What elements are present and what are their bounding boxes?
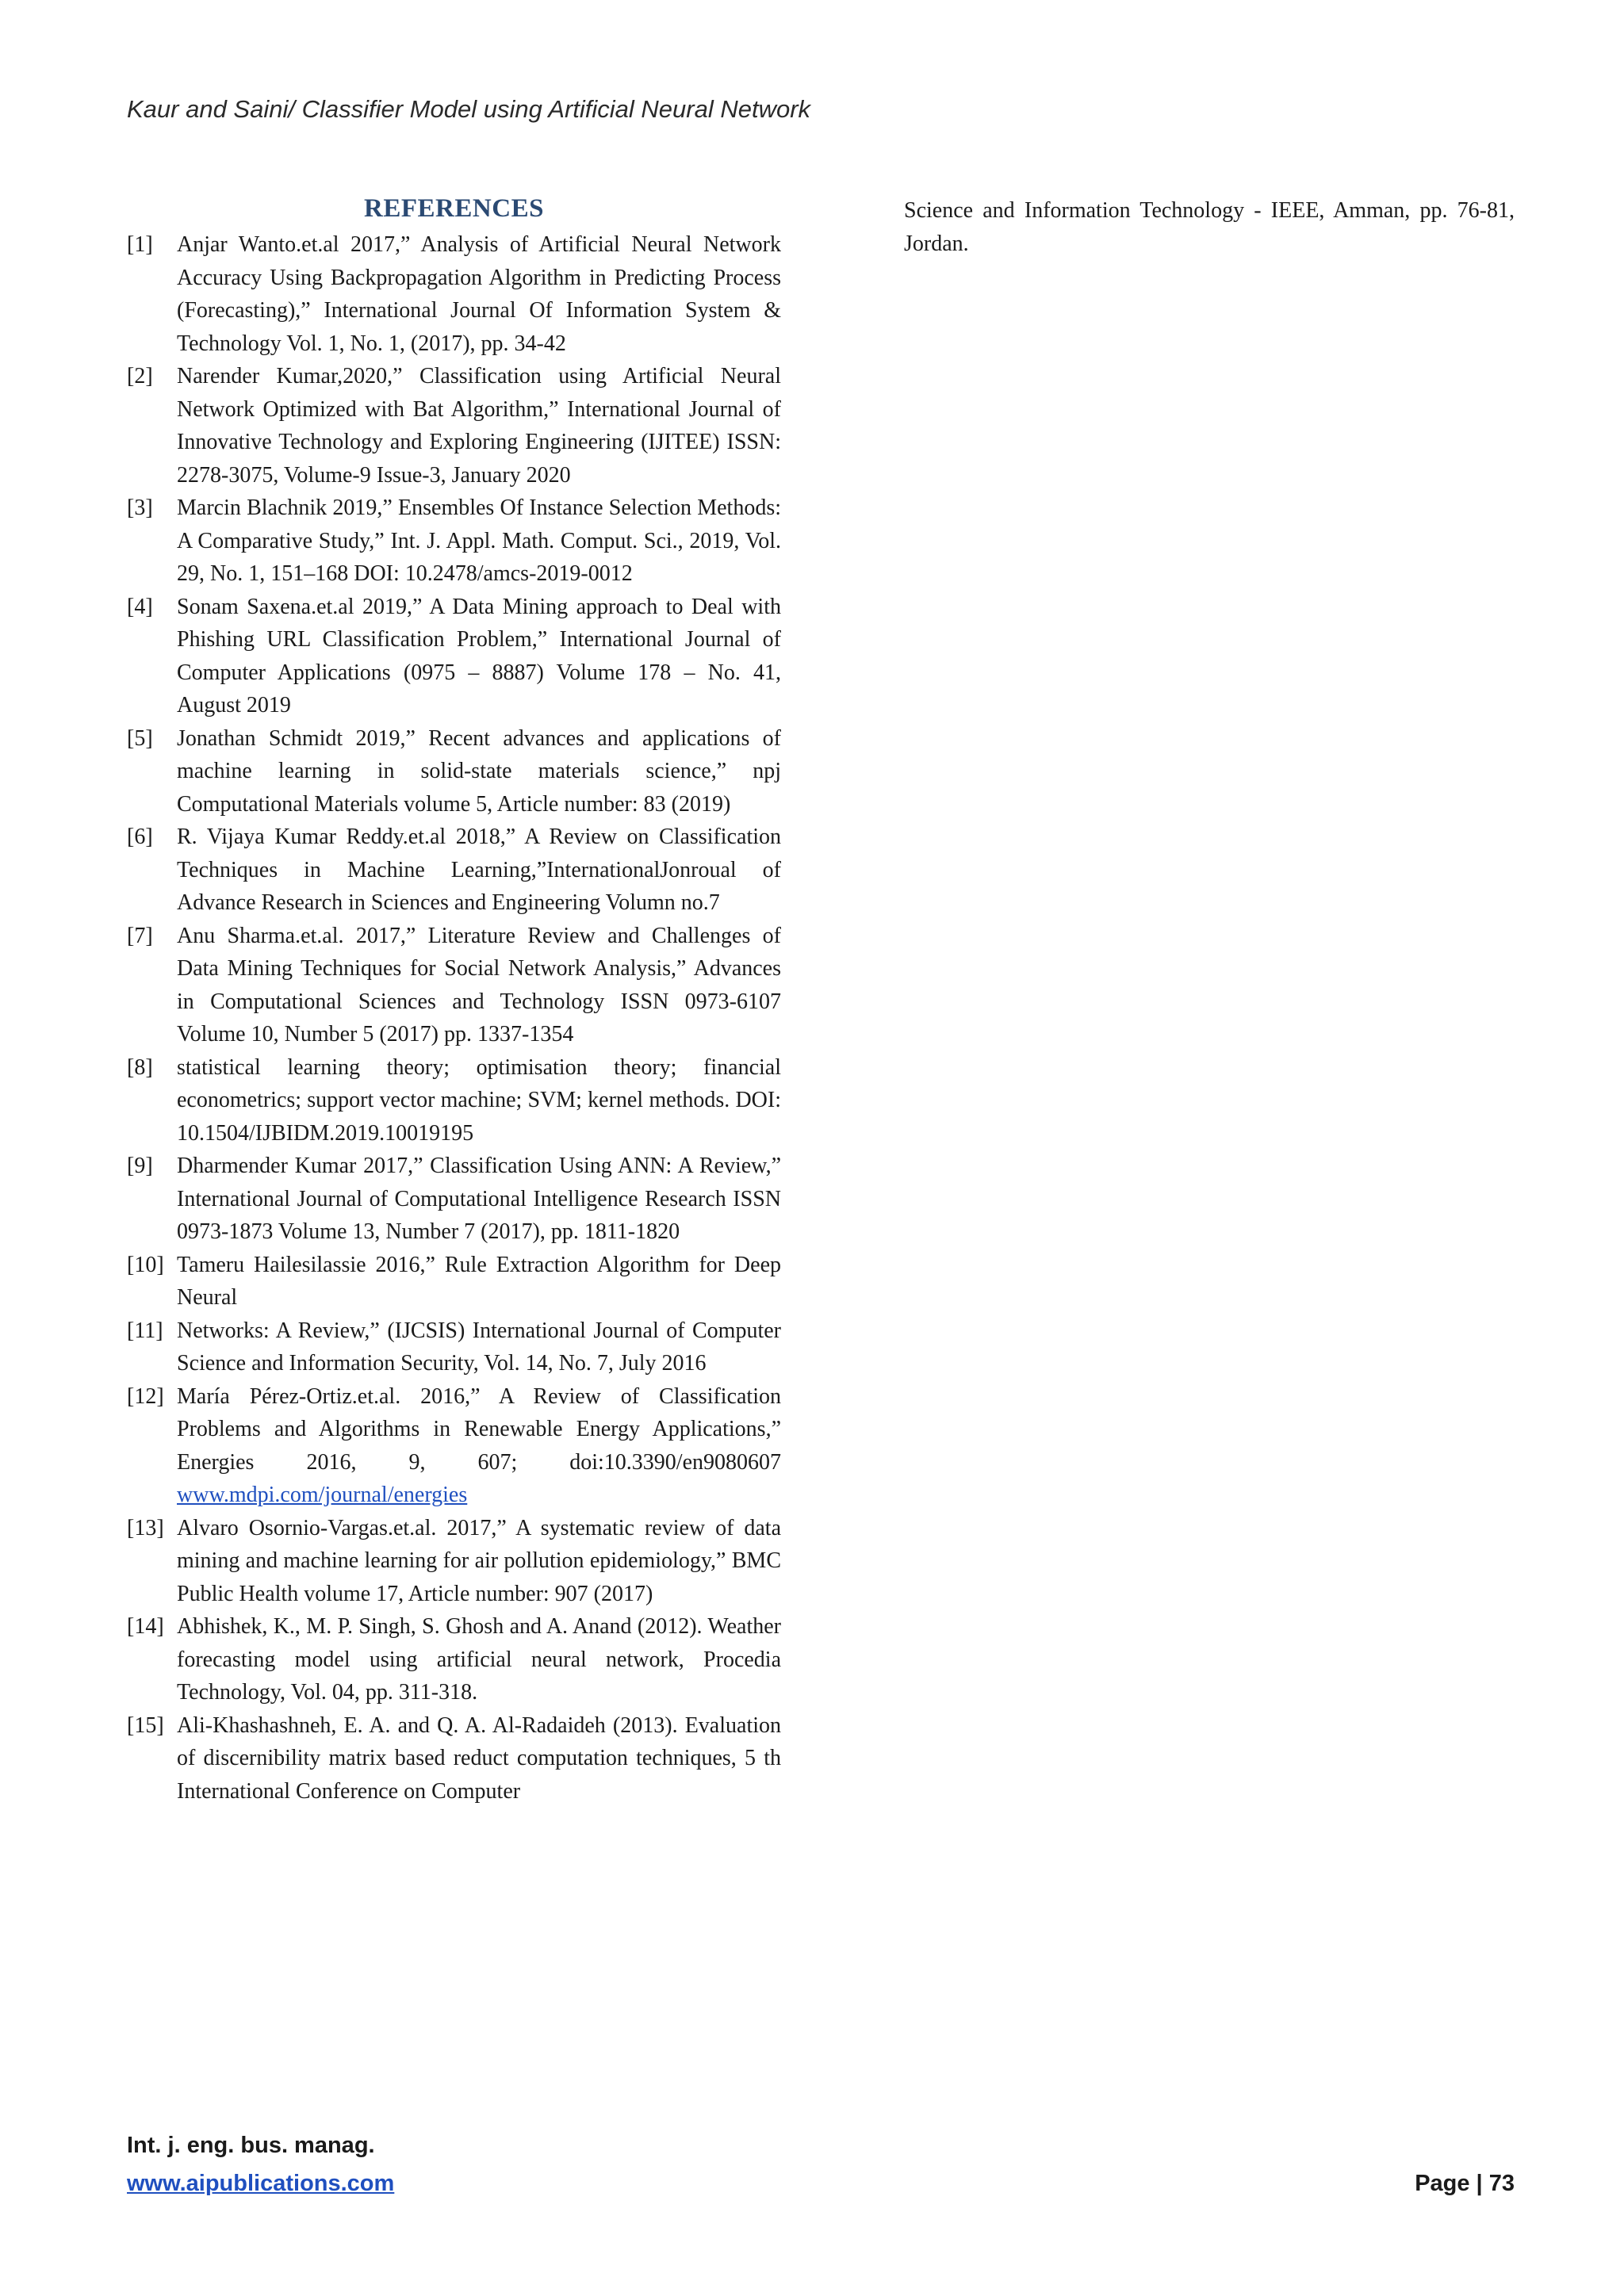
reference-item [127, 1610, 781, 1709]
reference-number: [13] [127, 1515, 164, 1540]
reference-item [127, 591, 781, 722]
reference-item [127, 722, 781, 821]
reference-text [177, 1610, 781, 1709]
reference-text [177, 1380, 781, 1512]
reference-text [177, 228, 781, 360]
reference-item [127, 1709, 781, 1808]
reference-number: [8] [127, 1054, 153, 1080]
reference-text [177, 1150, 781, 1249]
reference-number: [10] [127, 1252, 164, 1277]
references-column-left [127, 194, 781, 1808]
page-number: Page | 73 [1415, 2171, 1515, 2196]
reference-item [127, 920, 781, 1051]
reference-text [177, 1709, 781, 1808]
reference-body: Jonathan Schmidt 2019,” Recent advances and applications of machine learning in solid-state materials science,” npj Computational Materials volume 5, Article number: 83 (2019) [177, 725, 781, 817]
reference-text [177, 591, 781, 722]
reference-text [177, 920, 781, 1051]
reference-body: Alvaro Osornio-Vargas.et.al. 2017,” A systematic review of data mining and machine learning for air pollution epidemiology,” BMC Public Health volume 17, Article number: 907 (2017) [177, 1515, 781, 1606]
reference-item [127, 1249, 781, 1314]
reference-text [177, 1512, 781, 1611]
reference-text [177, 1314, 781, 1380]
reference-item [127, 228, 781, 360]
reference-number: [2] [127, 364, 153, 388]
reference-number: [11] [127, 1318, 163, 1343]
reference-number: [5] [127, 725, 153, 751]
reference-item [127, 360, 781, 492]
reference-text [177, 821, 781, 920]
reference-text [177, 360, 781, 492]
reference-item [127, 1512, 781, 1611]
references-heading: REFERENCES [364, 194, 544, 223]
reference-number: [4] [127, 594, 153, 619]
reference-continuation: Science and Information Technology - IEEE, Amman, pp. 76-81, Jordan. [904, 198, 1515, 256]
reference-body: Sonam Saxena.et.al 2019,” A Data Mining approach to Deal with Phishing URL Classification Problem,” International Journal of Computer Applications (0975 – 8887) Volume 178 – No. 41, August 2019 [177, 594, 781, 718]
reference-body: R. Vijaya Kumar Reddy.et.al 2018,” A Review on Classification Techniques in Machine Learning,”InternationalJonroual of Advance Research in Sciences and Engineering Volumn no.7 [177, 825, 781, 915]
reference-link[interactable]: www.mdpi.com/journal/energies [177, 1483, 468, 1507]
reference-number: [9] [127, 1154, 153, 1178]
reference-body: Anu Sharma.et.al. 2017,” Literature Review and Challenges of Data Mining Techniques for Social Network Analysis,” Advances in Computational Sciences and Technology ISSN 0973-6107 Volume 10, Number 5 (2017) pp. 1337-1354 [177, 923, 781, 1047]
reference-list [127, 228, 781, 1808]
reference-item [127, 1380, 781, 1512]
reference-text [177, 1249, 781, 1314]
reference-body: Tameru Hailesilassie 2016,” Rule Extraction Algorithm for Deep Neural [177, 1252, 781, 1310]
reference-item [127, 492, 781, 591]
reference-number: [15] [127, 1712, 164, 1738]
reference-body: Abhishek, K., M. P. Singh, S. Ghosh and A. Anand (2012). Weather forecasting model using artificial neural network, Procedia Technology, Vol. 04, pp. 311-318. [177, 1614, 781, 1705]
running-title: Kaur and Saini/ Classifier Model using Artificial Neural Network [127, 95, 811, 123]
reference-number: [7] [127, 923, 153, 948]
reference-text [177, 1051, 781, 1150]
reference-body: Ali-Khashashneh, E. A. and Q. A. Al-Radaideh (2013). Evaluation of discernibility matrix based reduct computation techniques, 5 th International Conference on Computer [177, 1712, 781, 1804]
reference-text [177, 722, 781, 821]
reference-body: Narender Kumar,2020,” Classification using Artificial Neural Network Optimized with Bat Algorithm,” International Journal of Innovative Technology and Exploring Engineering (IJITEE) ISSN: 2278-3075, Volume-9 Issue-3, January 2020 [177, 364, 781, 488]
reference-number: [3] [127, 496, 153, 520]
reference-body: Marcin Blachnik 2019,” Ensembles Of Instance Selection Methods: A Comparative Study,” Int. J. Appl. Math. Comput. Sci., 2019, Vol. 29, No. 1, 151–168 DOI: 10.2478/amcs-2019-0012 [177, 496, 781, 586]
reference-number: [1] [127, 232, 153, 257]
reference-item [127, 1314, 781, 1380]
reference-body: statistical learning theory; optimisation theory; financial econometrics; support vector machine; SVM; kernel methods. DOI: 10.1504/IJBIDM.2019.10019195 [177, 1054, 781, 1146]
reference-body: María Pérez-Ortiz.et.al. 2016,” A Review of Classification Problems and Algorithms in Renewable Energy Applications,” Energies 2016, 9, 607; doi:10.3390/en9080607 [177, 1383, 781, 1475]
reference-item [127, 1051, 781, 1150]
footer-journal-name: Int. j. eng. bus. manag. [127, 2133, 375, 2158]
reference-number: [12] [127, 1383, 164, 1409]
reference-body: Networks: A Review,” (IJCSIS) International Journal of Computer Science and Information Security, Vol. 14, No. 7, July 2016 [177, 1318, 781, 1376]
reference-number: [14] [127, 1614, 164, 1639]
reference-body: Dharmender Kumar 2017,” Classification Using ANN: A Review,” International Journal of Computational Intelligence Research ISSN 0973-1873 Volume 13, Number 7 (2017), pp. 1811-1820 [177, 1154, 781, 1244]
reference-text [177, 492, 781, 591]
reference-number: [6] [127, 825, 153, 849]
reference-item [127, 821, 781, 920]
reference-body: Anjar Wanto.et.al 2017,” Analysis of Artificial Neural Network Accuracy Using Backpropagation Algorithm in Predicting Process (Forecasting),” International Journal Of Information System & Technology Vol. 1, No. 1, (2017), pp. 34-42 [177, 232, 781, 356]
footer-website-link[interactable]: www.aipublications.com [127, 2171, 395, 2196]
reference-item [127, 1150, 781, 1249]
references-column-right [904, 194, 1515, 260]
